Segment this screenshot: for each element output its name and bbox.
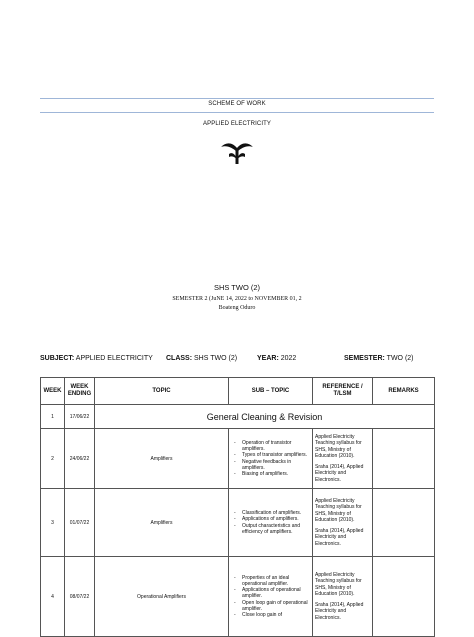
- sub-topic-list: [230, 510, 311, 535]
- semester-line: SEMESTER 2 (JuNE 14, 2022 to NOVEMBER 01, 2: [172, 296, 302, 302]
- year-label: YEAR:: [257, 355, 279, 362]
- semester-value: TWO (2): [386, 355, 414, 362]
- list-item: - Applications of operational amplifier.: [242, 587, 311, 599]
- list-item: - Open loop gain of operational amplifier.: [242, 600, 311, 612]
- topic-cell: Amplifiers: [95, 429, 229, 489]
- reference-textbook: Sraha (2014), Applied Electricity and Electronics.: [315, 602, 364, 621]
- sub-topic-cell: [229, 429, 313, 489]
- reference-cell: [313, 557, 373, 637]
- week-ending-cell: 17/06/22: [65, 405, 95, 429]
- remarks-cell: [373, 429, 435, 489]
- remarks-cell: [373, 489, 435, 557]
- year-meta: [257, 355, 296, 362]
- reference-syllabus: Applied Electricity Teaching syllabus for SHS, Ministry of Education (2010).: [315, 498, 362, 523]
- week-ending-header: WEEK ENDING: [65, 378, 95, 405]
- sub-topic-list: [230, 575, 311, 618]
- scheme-title: SCHEME OF WORK: [208, 101, 266, 107]
- semester-label: SEMESTER:: [344, 355, 385, 362]
- week-ending-cell: 08/07/22: [65, 557, 95, 637]
- list-item: - Output characteristics and efficiency of amplifiers.: [242, 523, 311, 535]
- week-cell: 2: [41, 429, 65, 489]
- meta-row: [40, 355, 440, 365]
- list-item: - Properties of an ideal operational amplifier.: [242, 575, 311, 587]
- week-cell: 4: [41, 557, 65, 637]
- sub-topic-list: [230, 440, 311, 477]
- week-cell: 3: [41, 489, 65, 557]
- list-item: - Classification of amplifiers.: [242, 510, 311, 516]
- crest-logo-icon: [220, 140, 254, 166]
- table-header-row: [41, 378, 435, 405]
- list-item: - Close loop gain of: [242, 612, 311, 618]
- year-value: 2022: [280, 355, 297, 362]
- table-row: [41, 429, 435, 489]
- list-item: - Biasing of amplifiers.: [242, 471, 311, 477]
- week-ending-cell: 01/07/22: [65, 489, 95, 557]
- class-label: CLASS:: [166, 355, 193, 362]
- semester-meta: [344, 355, 414, 362]
- reference-syllabus: Applied Electricity Teaching syllabus for SHS, Ministry of Education (2010).: [315, 434, 362, 459]
- header-rule: [40, 112, 434, 113]
- class-value: SHS TWO (2): [194, 355, 238, 362]
- subject-title: APPLIED ELECTRICITY: [203, 121, 271, 127]
- table-row: [41, 489, 435, 557]
- topic-cell: Amplifiers: [95, 489, 229, 557]
- subject-value: APPLIED ELECTRICITY: [75, 355, 153, 362]
- remarks-cell: [373, 557, 435, 637]
- top-rule: [40, 98, 434, 99]
- week-ending-cell: 24/06/22: [65, 429, 95, 489]
- sub-topic-cell: [229, 557, 313, 637]
- subject-label: SUBJECT:: [40, 355, 75, 362]
- class-title: SHS TWO (2): [213, 283, 261, 292]
- class-meta: [166, 355, 237, 362]
- week-header: WEEK: [41, 378, 65, 405]
- reference-textbook: Sraha (2014), Applied Electricity and Electronics.: [315, 464, 364, 483]
- remarks-header: REMARKS: [373, 378, 435, 405]
- reference-textbook: Sraha (2014), Applied Electricity and Electronics.: [315, 528, 364, 547]
- list-item: - Types of transistor amplifiers.: [242, 452, 311, 458]
- sub-topic-header: SUB – TOPIC: [229, 378, 313, 405]
- subject-meta: [40, 355, 153, 362]
- table-row: [41, 557, 435, 637]
- topic-header: TOPIC: [95, 378, 229, 405]
- table-row: [41, 405, 435, 429]
- reference-cell: [313, 489, 373, 557]
- topic-cell: Operational Amplifiers: [95, 557, 229, 637]
- author-name: Boateng Oduro: [218, 305, 256, 311]
- week-cell: 1: [41, 405, 65, 429]
- list-item: - Negative feedbacks in amplifiers.: [242, 459, 311, 471]
- list-item: - Operation of transistor amplifiers.: [242, 440, 311, 452]
- reference-syllabus: Applied Electricity Teaching syllabus for SHS, Ministry of Education (2010).: [315, 572, 362, 597]
- list-item: - Applications of amplifiers.: [242, 516, 311, 522]
- sub-topic-cell: [229, 489, 313, 557]
- reference-header: REFERENCE / T/LSM: [313, 378, 373, 405]
- merged-activity-cell: General Cleaning & Revision: [95, 405, 435, 429]
- scheme-table: [40, 377, 435, 637]
- reference-cell: [313, 429, 373, 489]
